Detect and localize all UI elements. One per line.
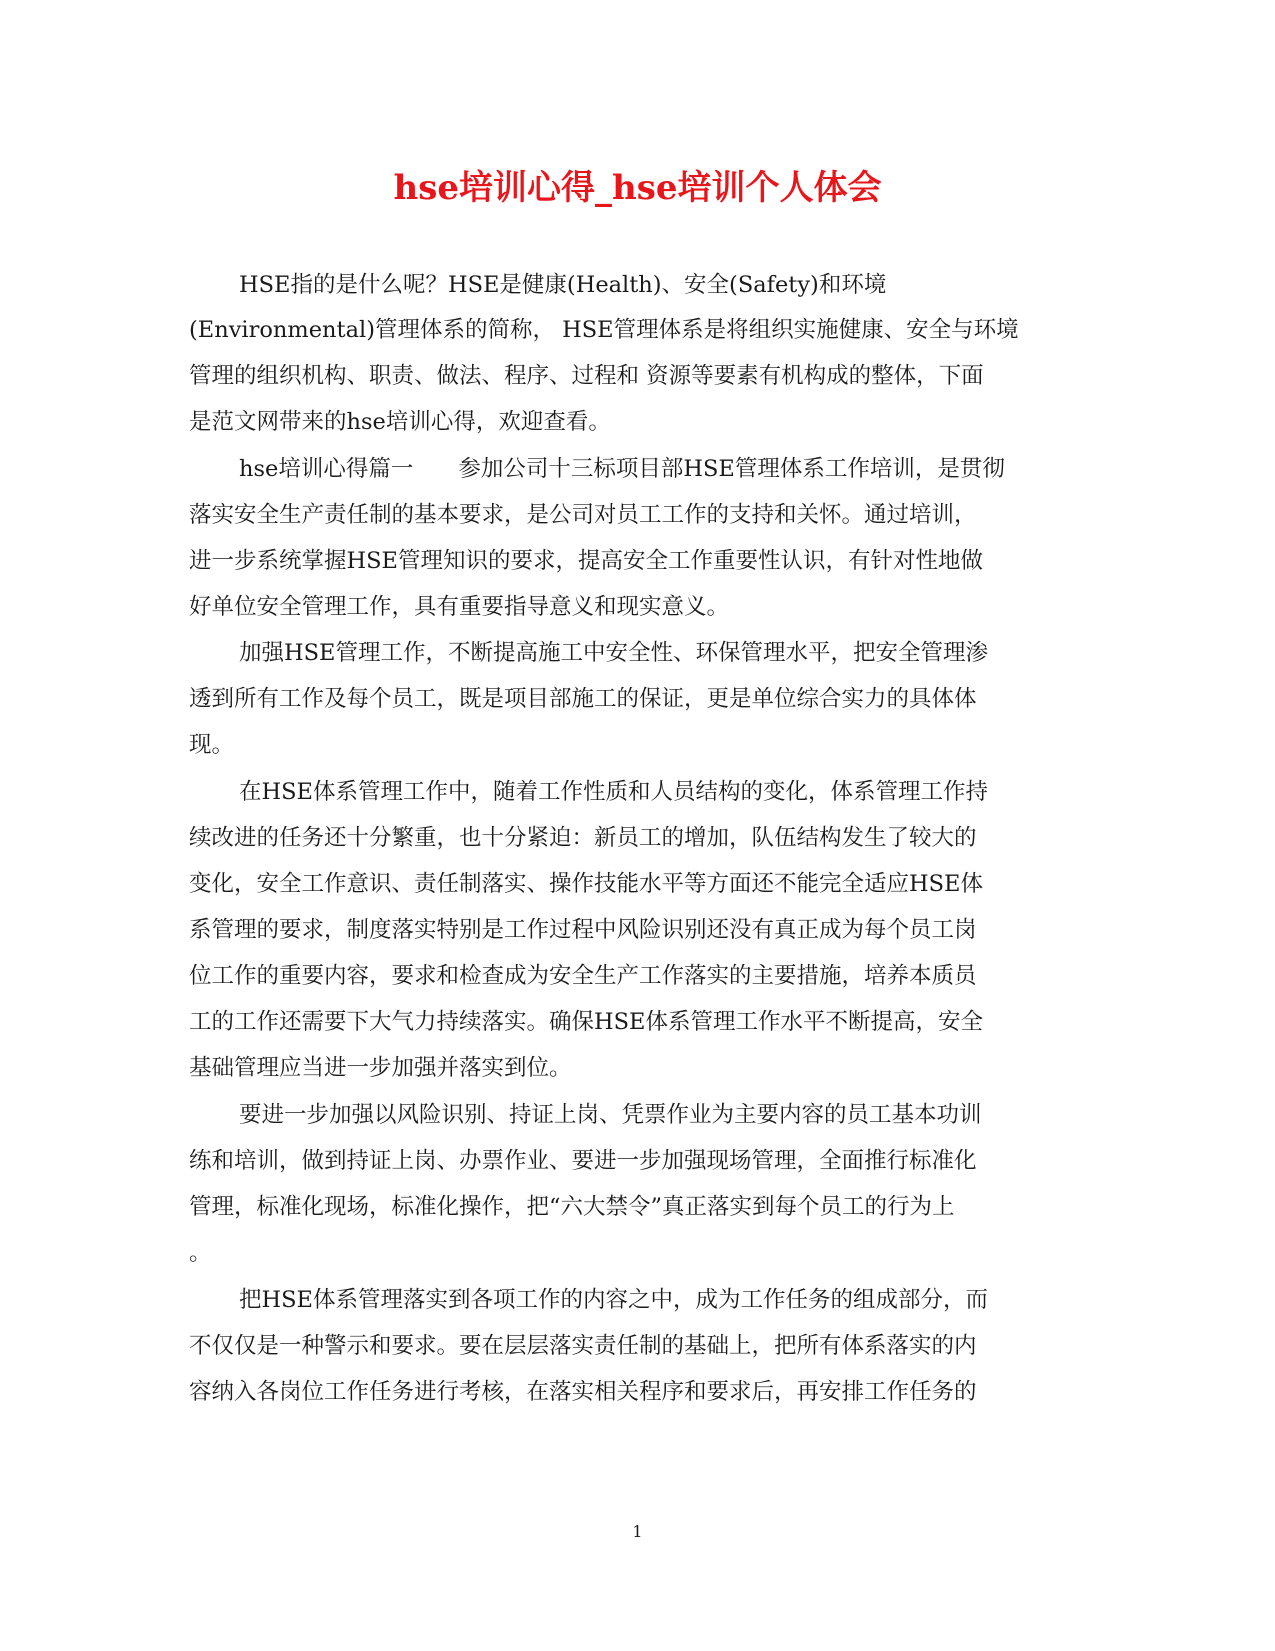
text-line: 在HSE体系管理工作中，随着工作性质和人员结构的变化，体系管理工作持: [239, 779, 988, 805]
text-line: 好单位安全管理工作，具有重要指导意义和现实意义。: [189, 594, 730, 620]
text-line: 不仅仅是一种警示和要求。要在层层落实责任制的基础上，把所有体系落实的内: [189, 1333, 977, 1359]
text-line: 基础管理应当进一步加强并落实到位。: [189, 1055, 572, 1081]
text-line: 进一步系统掌握HSE管理知识的要求，提高安全工作重要性认识，有针对性地做: [189, 548, 983, 574]
text-line: (Environmental)管理体系的简称， HSE管理体系是将组织实施健康、安全与环境: [189, 317, 1019, 343]
text-line: 落实安全生产责任制的基本要求，是公司对员工工作的支持和关怀。通过培训，: [189, 502, 977, 528]
text-line: 现。: [189, 732, 235, 758]
text-line: 变化，安全工作意识、责任制落实、操作技能水平等方面还不能完全适应HSE体: [189, 871, 983, 897]
text-line: 练和培训，做到持证上岗、办票作业、要进一步加强现场管理，全面推行标准化: [189, 1148, 977, 1174]
text-line: 位工作的重要内容，要求和检查成为安全生产工作落实的主要措施，培养本质员: [189, 963, 977, 989]
text-line: 。: [189, 1240, 212, 1266]
text-line: 续改进的任务还十分繁重，也十分紧迫：新员工的增加，队伍结构发生了较大的: [189, 825, 977, 851]
text-line: 管理，标准化现场，标准化操作，把“六大禁令”真正落实到每个员工的行为上: [189, 1194, 955, 1220]
text-line: 容纳入各岗位工作任务进行考核，在落实相关程序和要求后，再安排工作任务的: [189, 1379, 977, 1405]
text-line: 透到所有工作及每个员工，既是项目部施工的保证，更是单位综合实力的具体体: [189, 686, 977, 712]
text-line: 系管理的要求，制度落实特别是工作过程中风险识别还没有真正成为每个员工岗: [189, 917, 977, 943]
text-line: HSE指的是什么呢？HSE是健康(Health)、安全(Safety)和环境: [239, 272, 887, 298]
text-line: 管理的组织机构、职责、做法、程序、过程和 资源等要素有机构成的整体，下面: [189, 363, 984, 389]
text-line: 加强HSE管理工作，不断提高施工中安全性、环保管理水平，把安全管理渗: [239, 640, 988, 666]
text-line: hse培训心得篇一 参加公司十三标项目部HSE管理体系工作培训，是贯彻: [239, 456, 1005, 482]
text-line: 是范文网带来的hse培训心得，欢迎查看。: [189, 409, 611, 435]
text-line: 工的工作还需要下大气力持续落实。确保HSE体系管理工作水平不断提高，安全: [189, 1009, 983, 1035]
text-line: 把HSE体系管理落实到各项工作的内容之中，成为工作任务的组成部分，而: [239, 1287, 988, 1313]
text-line: 要进一步加强以风险识别、持证上岗、凭票作业为主要内容的员工基本功训: [239, 1102, 982, 1128]
document-title: hse培训心得_hse培训个人体会: [393, 168, 882, 208]
page-number: 1: [632, 1522, 643, 1541]
